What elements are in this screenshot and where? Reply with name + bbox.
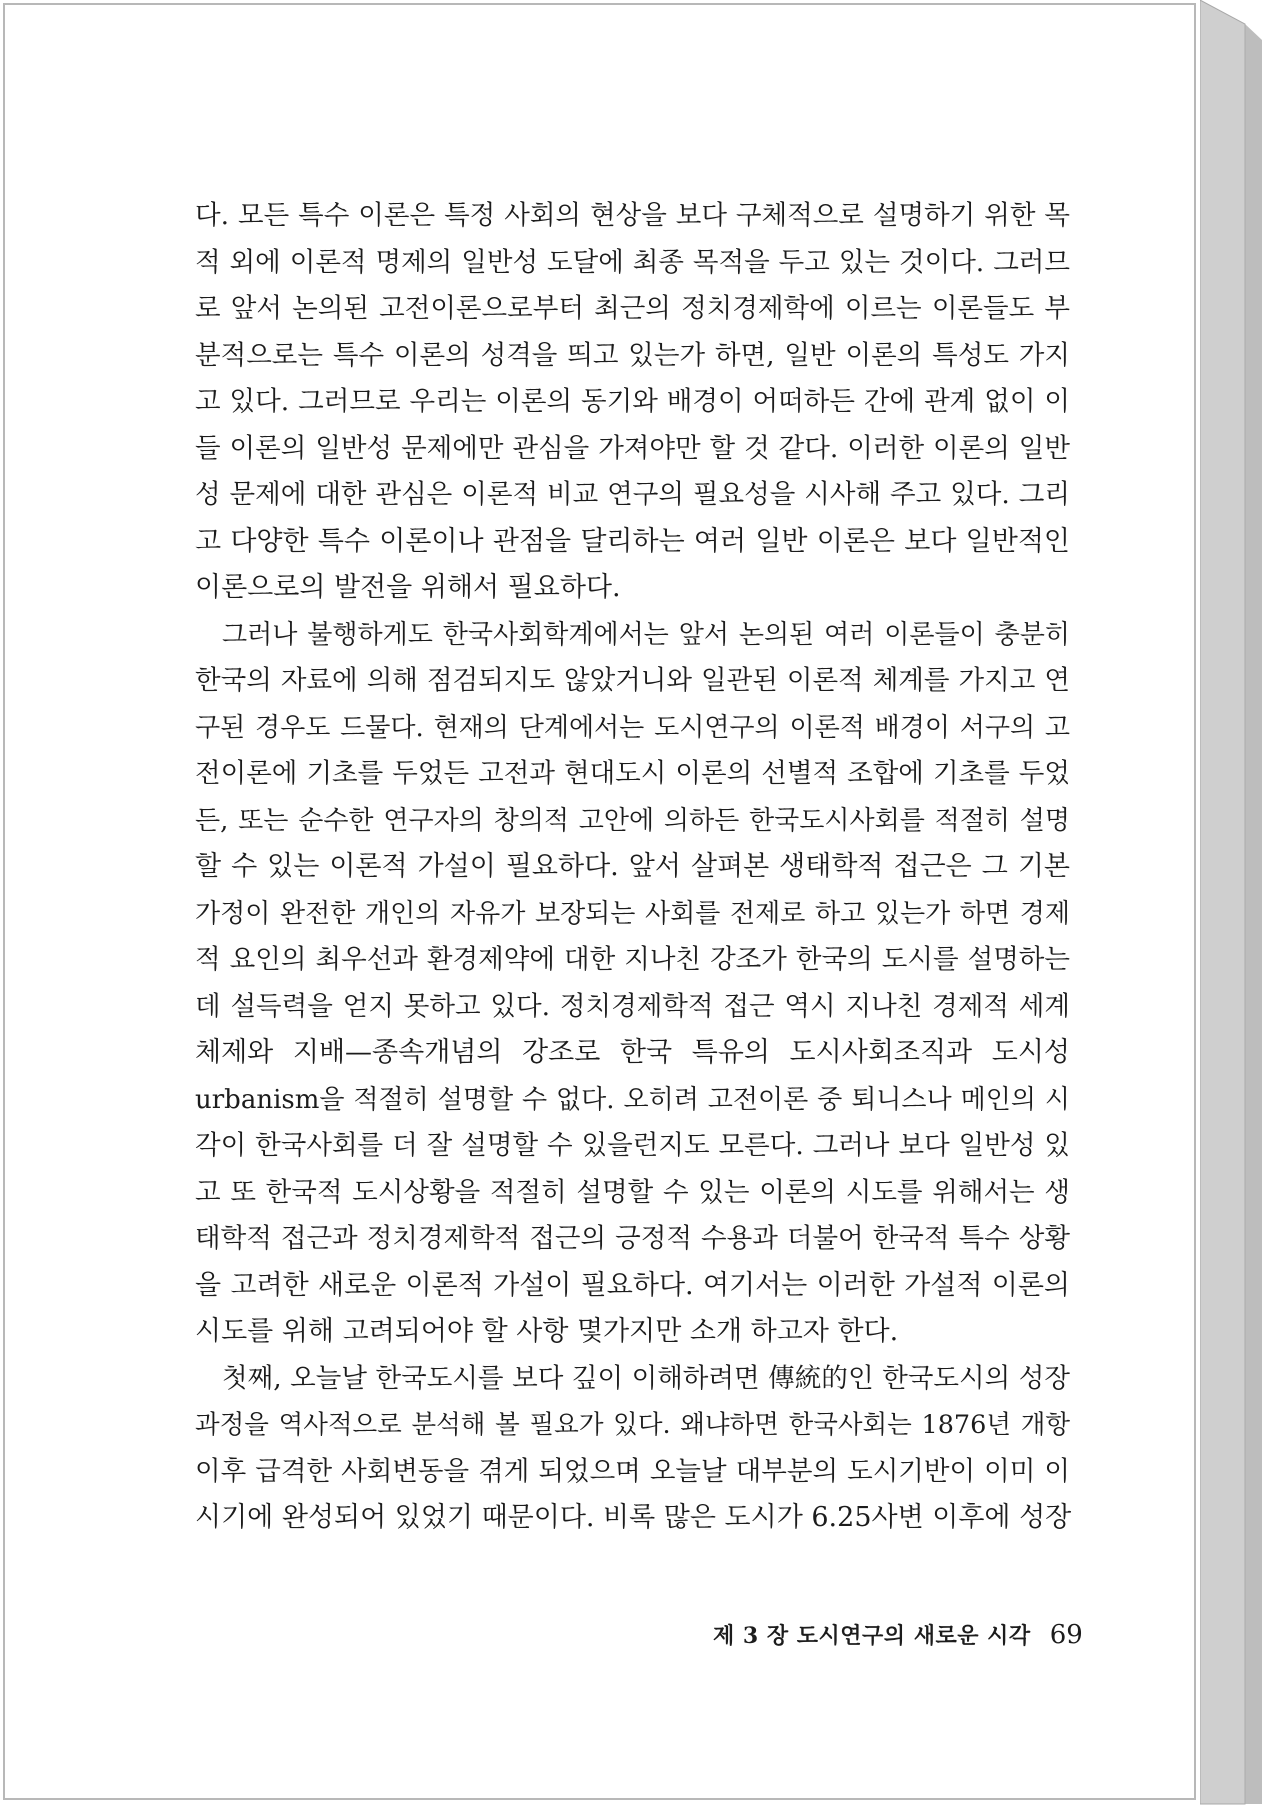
- text-line: 할 수 있는 이론적 가설이 필요하다. 앞서 살펴본 생태학적 접근은 그 기본: [195, 851, 1070, 882]
- text-line: 분적으로는 특수 이론의 성격을 띄고 있는가 하면, 일반 이론의 특성도 가지: [195, 339, 1070, 371]
- text-line: 과정을 역사적으로 분석해 볼 필요가 있다. 왜냐하면 한국사회는 1876년 개항: [195, 1410, 1070, 1440]
- text-line: 데 설득력을 얻지 못하고 있다. 정치경제학적 접근 역시 지나친 경제적 세계: [195, 990, 1070, 1022]
- paragraph: [195, 1356, 1070, 1542]
- chapter-title: 제 3 장 도시연구의 새로운 시각: [713, 1623, 1031, 1649]
- page-number: 69: [1049, 1620, 1083, 1650]
- text-line: 이후 급격한 사회변동을 겪게 되었으며 오늘날 대부분의 도시기반이 이미 이: [195, 1455, 1070, 1487]
- text-line: 시도를 위해 고려되어야 할 사항 몇가지만 소개 하고자 한다.: [195, 1316, 899, 1347]
- text-line: 다. 모든 특수 이론은 특정 사회의 현상을 보다 구체적으로 설명하기 위한 목: [195, 200, 1070, 231]
- text-line: 고 있다. 그러므로 우리는 이론의 동기와 배경이 어떠하든 간에 관계 없이 이: [195, 386, 1070, 417]
- text-line: 들 이론의 일반성 문제에만 관심을 가져야만 할 것 같다. 이러한 이론의 일반: [195, 432, 1070, 464]
- text-line: 시기에 완성되어 있었기 때문이다. 비록 많은 도시가 6.25사변 이후에 성장: [195, 1502, 1072, 1533]
- text-line: 전이론에 기초를 두었든 고전과 현대도시 이론의 선별적 조합에 기초를 두었: [195, 758, 1070, 789]
- text-line: 든, 또는 순수한 연구자의 창의적 고안에 의하든 한국도시사회를 적절히 설명: [195, 805, 1070, 836]
- page-body-text: [195, 193, 1070, 1542]
- text-line: 첫째, 오늘날 한국도시를 보다 깊이 이해하려면 傳統的인 한국도시의 성장: [222, 1362, 1070, 1394]
- text-line: 적 요인의 최우선과 환경제약에 대한 지나친 강조가 한국의 도시를 설명하는: [195, 944, 1070, 975]
- page-footer: [713, 1619, 1083, 1659]
- book-edge: [1200, 0, 1263, 1806]
- book-edge-shape: [1200, 0, 1263, 1806]
- text-line: 각이 한국사회를 더 잘 설명할 수 있을런지도 모른다. 그러나 보다 일반성 있: [195, 1130, 1070, 1161]
- text-line: 구된 경우도 드물다. 현재의 단계에서는 도시연구의 이론적 배경이 서구의 고: [195, 712, 1070, 743]
- text-line: 체제와 지배—종속개념의 강조로 한국 특유의 도시사회조직과 도시성: [195, 1037, 1070, 1068]
- text-line: 성 문제에 대한 관심은 이론적 비교 연구의 필요성을 시사해 주고 있다. 그리: [195, 479, 1070, 510]
- text-line: 고 또 한국적 도시상황을 적절히 설명할 수 있는 이론의 시도를 위해서는 생: [195, 1176, 1070, 1208]
- text-line: 이론으로의 발전을 위해서 필요하다.: [195, 572, 621, 603]
- text-line: 고 다양한 특수 이론이나 관점을 달리하는 여러 일반 이론은 보다 일반적인: [195, 525, 1070, 557]
- text-line: 태학적 접근과 정치경제학적 접근의 긍정적 수용과 더불어 한국적 특수 상황: [195, 1223, 1070, 1254]
- text-line: 그러나 불행하게도 한국사회학계에서는 앞서 논의된 여러 이론들이 충분히: [222, 619, 1070, 650]
- paragraph: [195, 612, 1070, 1356]
- text-line: urbanism을 적절히 설명할 수 없다. 오히려 고전이론 중 퇴니스나 메인의 시: [195, 1084, 1070, 1115]
- text-line: 한국의 자료에 의해 점검되지도 않았거니와 일관된 이론적 체계를 가지고 연: [195, 665, 1070, 696]
- text-line: 로 앞서 논의된 고전이론으로부터 최근의 정치경제학에 이르는 이론들도 부: [195, 293, 1070, 324]
- document-page: [3, 3, 1196, 1800]
- paragraph: [195, 193, 1070, 612]
- text-line: 을 고려한 새로운 이론적 가설이 필요하다. 여기서는 이러한 가설적 이론의: [195, 1269, 1070, 1301]
- text-line: 가정이 완전한 개인의 자유가 보장되는 사회를 전제로 하고 있는가 하면 경제: [195, 898, 1070, 929]
- text-line: 적 외에 이론적 명제의 일반성 도달에 최종 목적을 두고 있는 것이다. 그러므: [195, 246, 1070, 278]
